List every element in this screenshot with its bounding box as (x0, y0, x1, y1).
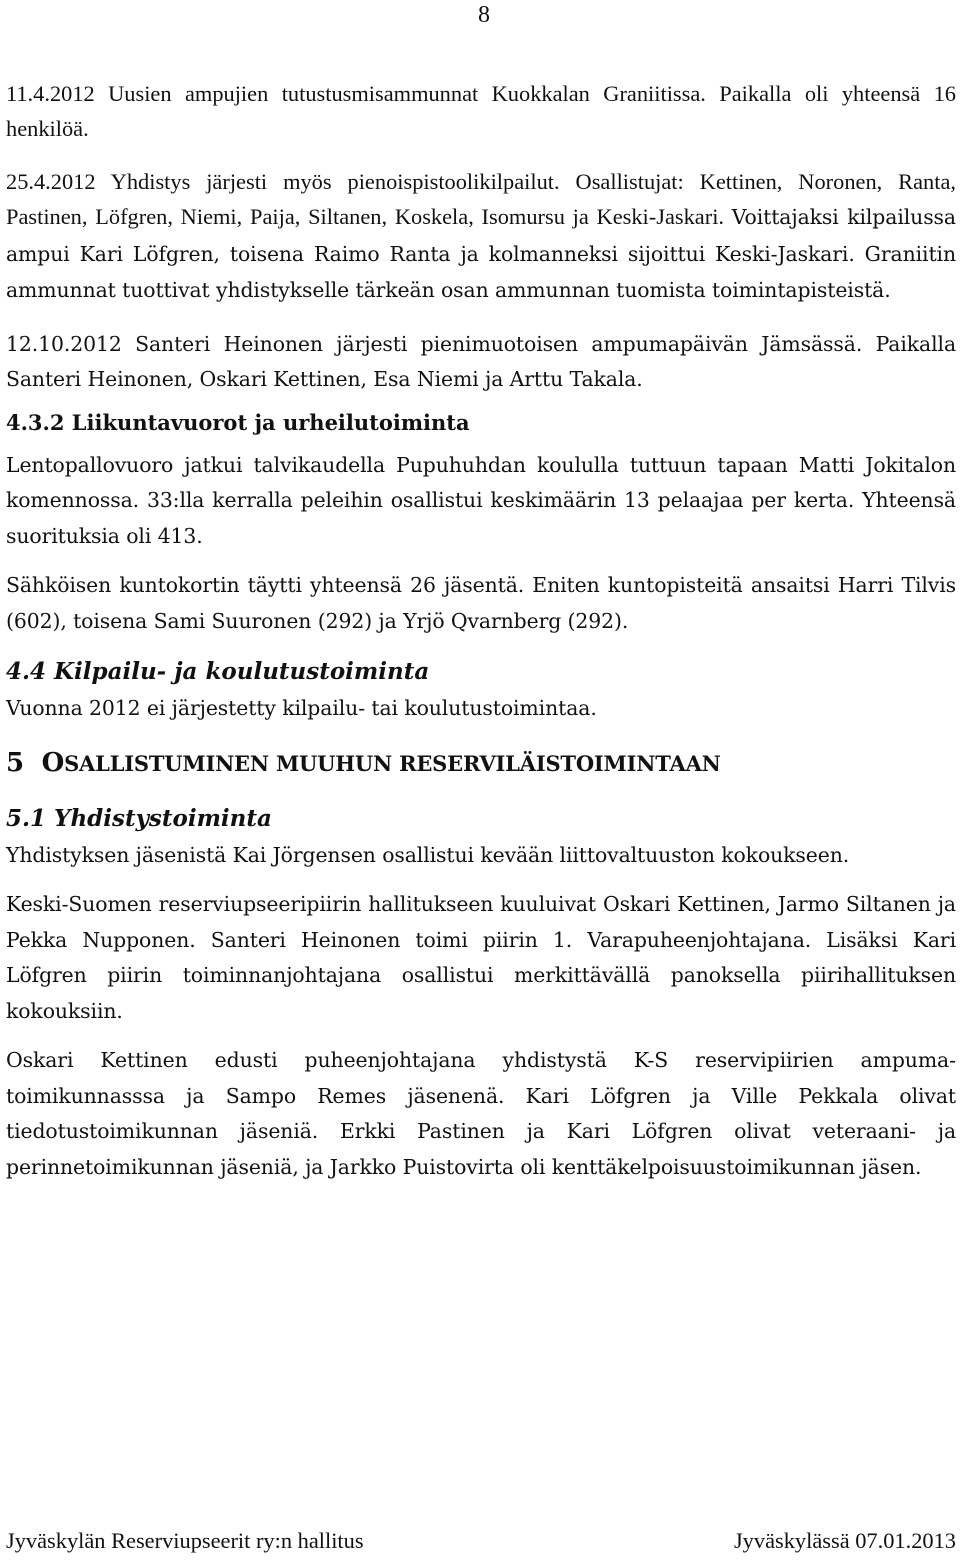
footer-organization: Jyväskylän Reserviupseerit ry:n hallitus (6, 1528, 364, 1553)
page-content (6, 76, 956, 1185)
chapter-title-rest: SALLISTUMINEN MUUHUN RESERVILÄISTOIMINTAAN (64, 750, 721, 776)
paragraph-jamsa-day: 12.10.2012 Santeri Heinonen järjesti pienimuotoisen ampumapäivän Jämsässä. Paikalla Santeri Heinonen, Oskari Kettinen, Esa Niemi ja Arttu Takala. (6, 331, 956, 391)
paragraph-competition-training: Vuonna 2012 ei järjestetty kilpailu- tai koulutustoimintaa. (6, 696, 597, 720)
paragraph-pistol-competition (6, 164, 956, 309)
section-heading-5-1 (6, 800, 956, 838)
section-number: 5.1 (6, 804, 47, 832)
paragraph-committees: Oskari Kettinen edusti puheenjohtajana yhdistystä K-S reservipiirien ampumatoimikunnasssa ja Sampo Remes jäsenenä. Kari Löfgren ja Ville Pekkala olivat tiedotustoimikunnan jäseniä. Erkki Pastinen ja Kari Löfgren olivat veteraani- ja perinnetoimikunnan jäseniä, ja Jarkko Puistovirta oli kenttäkelpoisuustoimikunnan jäsen. (6, 1048, 956, 1179)
section-heading-4-3-2 (6, 406, 956, 440)
paragraph-pistol-participants: 25.4.2012 Yhdistys järjesti myös pienoispistoolikilpailut. Osallistujat: Kettinen, Noronen, Ranta, Pastinen, Löfgren, Niemi, Paija, Siltanen, Koskela, Isomursu ja Keski-Jaskari. (6, 169, 956, 229)
chapter-number: 5 (6, 747, 24, 778)
section-title: Liikuntavuorot ja urheilutoiminta (71, 409, 470, 435)
section-title: Yhdistystoiminta (54, 804, 272, 832)
section-title: Kilpailu- ja koulutustoiminta (54, 658, 430, 685)
paragraph-district-board: Keski-Suomen reserviupseeripiirin hallitukseen kuuluivat Oskari Kettinen, Jarmo Siltanen ja Pekka Nupponen. Santeri Heinonen toimi piirin 1. Varapuheenjohtajana. Lisäksi Kari Löfgren piirin toiminnanjohtajana osallistui merkittävällä panoksella piirihallituksen kokouksiin. (6, 892, 956, 1023)
page-number: 8 (478, 2, 490, 28)
paragraph-federation-council: Yhdistyksen jäsenistä Kai Jörgensen osallistui kevään liittovaltuuston kokoukseen. (6, 842, 850, 867)
section-heading-4-4 (6, 653, 956, 691)
paragraph-fitness-card: Sähköisen kuntokortin täytti yhteensä 26 jäsentä. Eniten kuntopisteitä ansaitsi Harri Tilvis (602), toisena Sami Suuronen (292) ja Yrjö Qvarnberg (292). (6, 573, 956, 633)
paragraph-shooting-intro: 11.4.2012 Uusien ampujien tutustusmisammunnat Kuokkalan Graniitissa. Paikalla oli yhteensä 16 henkilöä. (6, 81, 956, 141)
section-number: 4.3.2 (6, 409, 65, 435)
chapter-title-initial: O (41, 747, 65, 778)
paragraph-volleyball: Lentopallovuoro jatkui talvikaudella Pupuhuhdan koululla tuttuun tapaan Matti Jokitalon komennossa. 33:lla kerralla peleihin osallistui keskimäärin 13 pelaajaa per kerta. Yhteensä suorituksia oli 413. (6, 452, 956, 548)
footer-place-date: Jyväskylässä 07.01.2013 (733, 1528, 956, 1553)
chapter-heading-5 (6, 741, 956, 786)
section-number: 4.4 (6, 658, 47, 685)
paragraph-pistol-results: Voittajaksi kilpailussa ampui Kari Löfgren, toisena Raimo Ranta ja kolmanneksi sijoittui Keski-Jaskari. Graniitin ammunnat tuottivat yhdistykselle tärkeän osan ammunnan tuomista toimintapisteistä. (6, 205, 956, 302)
